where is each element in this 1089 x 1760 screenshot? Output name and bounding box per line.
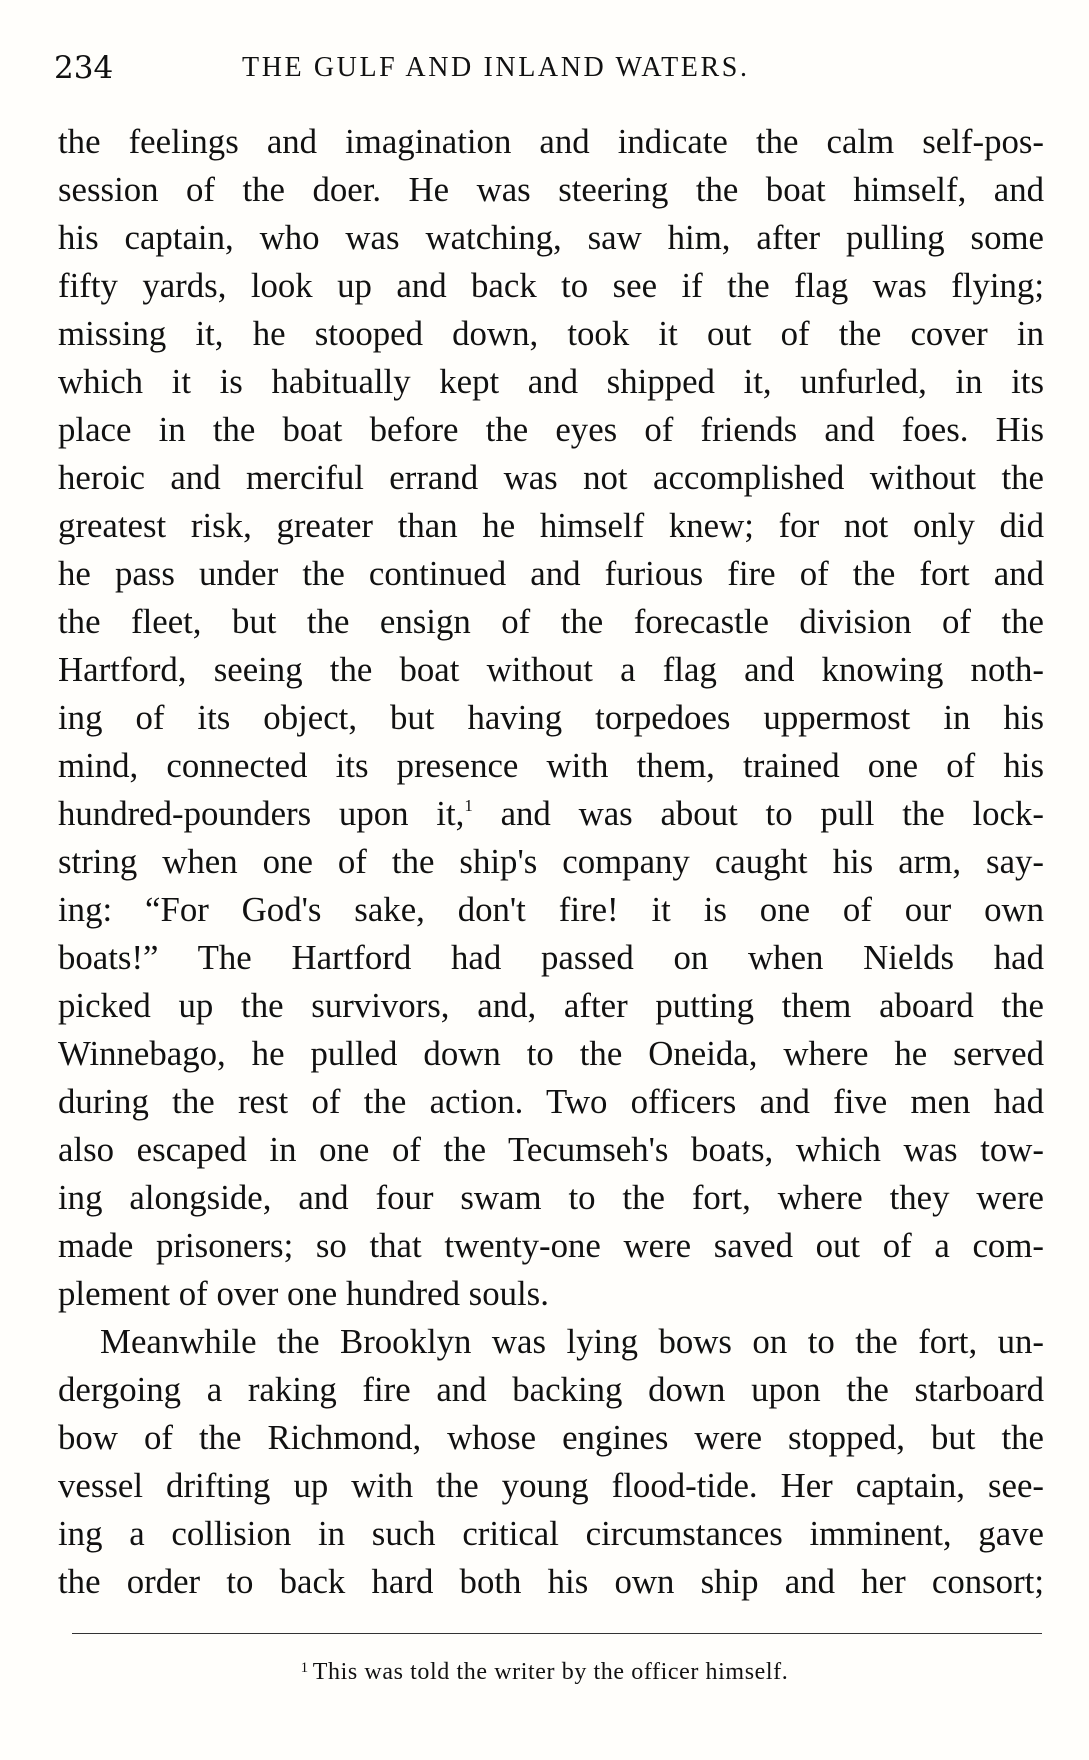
text-line: made prisoners; so that twenty-one were saved out of a com- bbox=[58, 1226, 1044, 1265]
footnote bbox=[0, 1659, 1089, 1686]
text-line: picked up the survivors, and, after putting them aboard the bbox=[58, 986, 1044, 1025]
text-line: heroic and merciful errand was not accomplished without the bbox=[58, 458, 1044, 497]
text-line: session of the doer. He was steering the boat himself, and bbox=[58, 170, 1044, 209]
text-line: which it is habitually kept and shipped it, unfurled, in its bbox=[58, 362, 1044, 401]
text-line: he pass under the continued and furious fire of the fort and bbox=[58, 554, 1044, 593]
text-line: greatest risk, greater than he himself knew; for not only did bbox=[58, 506, 1044, 545]
text-line: plement of over one hundred souls. bbox=[58, 1274, 549, 1313]
text-line: ing a collision in such critical circumstances imminent, gave bbox=[58, 1514, 1044, 1553]
text-line: string when one of the ship's company caught his arm, say- bbox=[58, 842, 1044, 881]
footnote-divider bbox=[72, 1633, 1042, 1634]
text-line: ing: “For God's sake, don't fire! it is one of our own bbox=[58, 890, 1044, 929]
text-line: bow of the Richmond, whose engines were stopped, but the bbox=[58, 1418, 1044, 1457]
text-line: missing it, he stooped down, took it out of the cover in bbox=[58, 314, 1044, 353]
text-line: during the rest of the action. Two officers and five men had bbox=[58, 1082, 1044, 1121]
text-line: also escaped in one of the Tecumseh's boats, which was tow- bbox=[58, 1130, 1044, 1169]
text-line-paragraph-start: Meanwhile the Brooklyn was lying bows on to the fort, un- bbox=[100, 1322, 1044, 1361]
text-line: dergoing a raking fire and backing down upon the starboard bbox=[58, 1370, 1044, 1409]
text-line: ing of its object, but having torpedoes uppermost in his bbox=[58, 698, 1044, 737]
body-text bbox=[58, 118, 1044, 1606]
footnote-marker: 1 bbox=[300, 1660, 309, 1676]
page-number: 234 bbox=[54, 50, 114, 86]
footnote-text: This was told the writer by the officer himself. bbox=[312, 1659, 789, 1685]
text-line: Hartford, seeing the boat without a flag and knowing noth- bbox=[58, 650, 1044, 689]
text-line: place in the boat before the eyes of friends and foes. His bbox=[58, 410, 1044, 449]
text-line: ing alongside, and four swam to the fort, where they were bbox=[58, 1178, 1044, 1217]
text-line-part: hundred-pounders upon it, bbox=[58, 794, 465, 833]
text-line: boats!” The Hartford had passed on when Nields had bbox=[58, 938, 1044, 977]
text-line: the order to back hard both his own ship and her consort; bbox=[58, 1562, 1044, 1601]
text-line: his captain, who was watching, saw him, after pulling some bbox=[58, 218, 1044, 257]
text-line: mind, connected its presence with them, trained one of his bbox=[58, 746, 1044, 785]
text-line-part: and was about to pull the lock- bbox=[500, 794, 1044, 833]
running-title: THE GULF AND INLAND WATERS. bbox=[242, 52, 750, 83]
text-line: Winnebago, he pulled down to the Oneida, where he served bbox=[58, 1034, 1044, 1073]
page-header bbox=[54, 32, 1054, 92]
text-line: vessel drifting up with the young flood-tide. Her captain, see- bbox=[58, 1466, 1044, 1505]
text-line-with-footnote-ref bbox=[58, 790, 1044, 838]
text-line: the fleet, but the ensign of the forecastle division of the bbox=[58, 602, 1044, 641]
text-line: the feelings and imagination and indicate the calm self-pos- bbox=[58, 122, 1044, 161]
text-line: fifty yards, look up and back to see if the flag was flying; bbox=[58, 266, 1044, 305]
footnote-reference: 1 bbox=[464, 796, 473, 815]
